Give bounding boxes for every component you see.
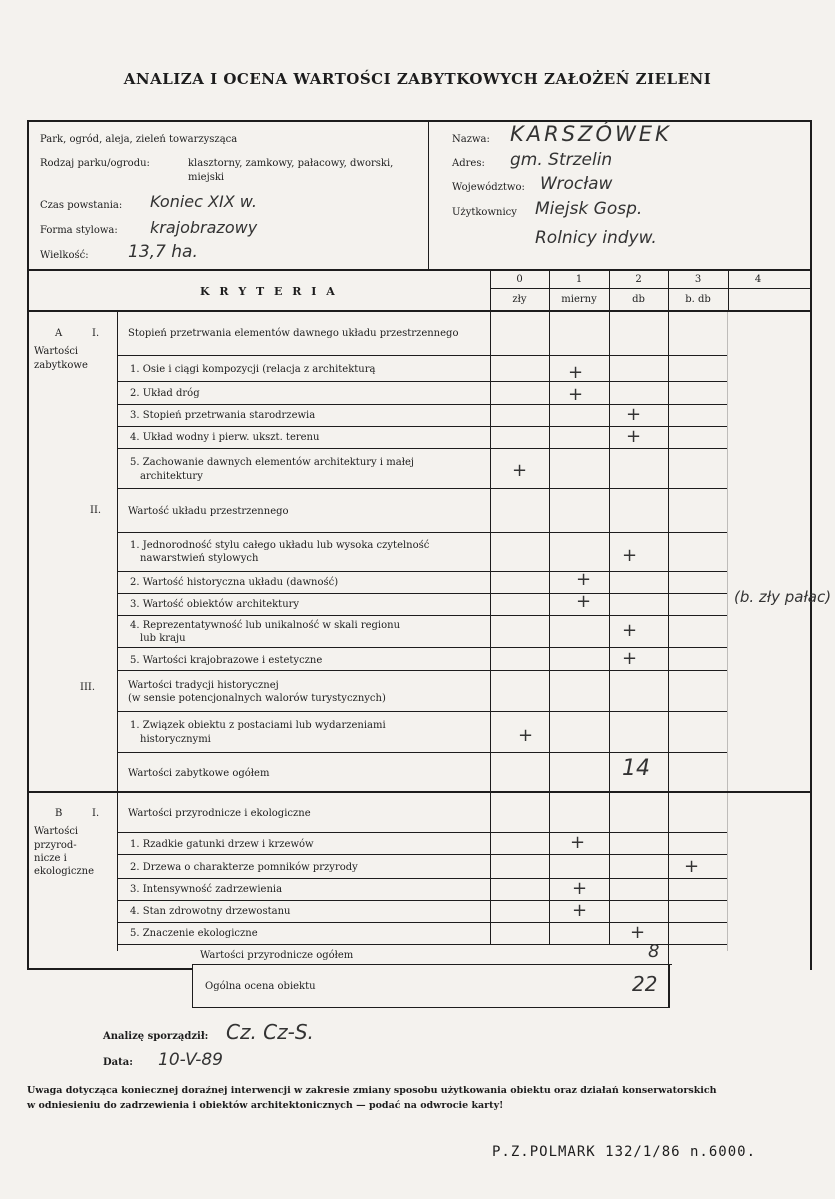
section-a2-roman: II. <box>90 505 102 516</box>
a1-row-2: 2. Układ dróg <box>130 388 200 399</box>
a3-title-2: (w sensie potencjonalnych walorów turystycznych) <box>128 693 386 704</box>
czas-label: Czas powstania: <box>40 200 123 211</box>
a3-row-1: 1. Związek obiektu z postaciami lub wydarzeniami <box>130 720 386 731</box>
a2-row-3: 3. Wartość obiektów architektury <box>130 599 300 610</box>
adres-value: gm. Strzelin <box>510 150 613 170</box>
b1-row-4: 4. Stan zdrowotny drzewostanu <box>130 906 291 917</box>
section-b-group-3: nicze i <box>34 853 67 864</box>
score-1: 1 <box>575 274 583 285</box>
footer-note-2: w odniesieniu do zadrzewienia i obiektów architektonicznych — podać na odwrocie karty! <box>27 1100 504 1111</box>
nazwa-label: Nazwa: <box>452 134 490 145</box>
a3-title-1: Wartości tradycji historycznej <box>128 680 279 691</box>
mark-a2-5: + <box>622 648 638 669</box>
a2-row-4b: lub kraju <box>140 633 186 644</box>
mark-b1-2: + <box>684 856 700 877</box>
czas-value: Koniec XIX w. <box>150 192 257 211</box>
rodzaj-label: Rodzaj parku/ogrodu: <box>40 158 150 169</box>
section-a-group-2: zabytkowe <box>34 360 88 371</box>
a2-row-2: 2. Wartość historyczna układu (dawność) <box>130 577 339 588</box>
mark-a2-4: + <box>622 620 638 641</box>
section-b-group-1: Wartości <box>34 826 79 837</box>
a1-title: Stopień przetrwania elementów dawnego układu przestrzennego <box>128 328 459 339</box>
mark-a2-3: + <box>576 591 592 612</box>
mark-b1-4: + <box>572 900 588 921</box>
print-stamp: P.Z.POLMARK 132/1/86 n.6000. <box>492 1144 757 1160</box>
b-total-label: Wartości przyrodnicze ogółem <box>200 950 354 961</box>
a1-row-4: 4. Układ wodny i pierw. ukszt. terenu <box>130 432 320 443</box>
score-label-3: b. db <box>685 294 711 305</box>
a3-row-1b: historycznymi <box>140 734 211 745</box>
footer-note-1: Uwaga dotycząca koniecznej doraźnej interwencji w zakresie zmiany sposobu użytkowania obiektu oraz działań konserwatorskich <box>27 1085 717 1096</box>
a-total-label: Wartości zabytkowe ogółem <box>128 768 270 779</box>
b1-title: Wartości przyrodnicze i ekologiczne <box>128 808 311 819</box>
score-0: 0 <box>516 274 523 285</box>
overall-value: 22 <box>632 972 658 996</box>
mark-b1-3: + <box>572 878 588 899</box>
criteria-header: K R Y T E R I A <box>200 285 338 298</box>
b-total-value: 8 <box>648 941 660 962</box>
a2-title: Wartość układu przestrzennego <box>128 506 289 517</box>
a2-row-1: 1. Jednorodność stylu całego układu lub wysoka czytelność <box>130 540 430 551</box>
mark-b1-1: + <box>570 832 586 853</box>
mark-a2-2: + <box>576 569 592 590</box>
mark-a2-1: + <box>622 545 638 566</box>
prepared-signature: Cz. Cz-S. <box>226 1020 314 1044</box>
b1-row-1: 1. Rzadkie gatunki drzew i krzewów <box>130 839 314 850</box>
mark-b1-5: + <box>630 922 646 943</box>
section-a-group-1: Wartości <box>34 346 79 357</box>
section-b-roman: I. <box>92 808 100 819</box>
a2-row-5: 5. Wartości krajobrazowe i estetyczne <box>130 655 323 666</box>
mark-a1-2: + <box>568 384 584 405</box>
a1-row-5b: architektury <box>140 471 203 482</box>
a-total-value: 14 <box>622 756 650 781</box>
a2-row-4: 4. Reprezentatywność lub unikalność w skali regionu <box>130 620 401 631</box>
rodzaj-options-line1: klasztorny, zamkowy, pałacowy, dworski, <box>188 158 394 169</box>
score-label-1: mierny <box>561 294 597 305</box>
section-a3-roman: III. <box>80 682 96 693</box>
prepared-label: Analizę sporządził: <box>103 1031 209 1042</box>
park-label: Park, ogród, aleja, zieleń towarzysząca <box>40 134 238 145</box>
wielkosc-value: 13,7 ha. <box>128 242 198 262</box>
score-4: 4 <box>754 274 762 285</box>
mark-a1-1: + <box>568 362 584 383</box>
adres-label: Adres: <box>452 158 485 169</box>
date-value: 10-V-89 <box>158 1050 223 1070</box>
wielkosc-label: Wielkość: <box>40 250 89 261</box>
wojewodztwo-label: Województwo: <box>452 182 525 193</box>
page-title: ANALIZA I OCENA WARTOŚCI ZABYTKOWYCH ZAŁOŻEŃ ZIELENI <box>123 70 712 88</box>
uzytkownicy-value-2: Rolnicy indyw. <box>535 228 657 248</box>
forma-value: krajobrazowy <box>150 218 258 237</box>
mark-a1-5: + <box>512 460 528 481</box>
score-3: 3 <box>694 274 702 285</box>
section-a-roman: I. <box>92 328 100 339</box>
b1-row-2: 2. Drzewa o charakterze pomników przyrody <box>130 862 358 873</box>
a1-row-3: 3. Stopień przetrwania starodrzewia <box>130 410 316 421</box>
side-note: (b. zły pałac) <box>734 588 832 606</box>
forma-label: Forma stylowa: <box>40 225 118 236</box>
section-b-group-2: przyrod- <box>34 840 77 851</box>
b1-row-5: 5. Znaczenie ekologiczne <box>130 928 258 939</box>
rodzaj-options-line2: miejski <box>188 172 225 183</box>
score-label-0: zły <box>512 294 527 305</box>
mark-a3-1: + <box>518 725 534 746</box>
section-a-letter: A <box>55 328 63 339</box>
a1-row-5: 5. Zachowanie dawnych elementów architektury i małej <box>130 457 414 468</box>
date-label: Data: <box>103 1057 133 1068</box>
a2-row-1b: nawarstwień stylowych <box>140 553 259 564</box>
section-b-letter: B <box>55 808 63 819</box>
uzytkownicy-label: Użytkownicy <box>452 207 517 218</box>
overall-label: Ogólna ocena obiektu <box>205 981 316 992</box>
score-2: 2 <box>635 274 642 285</box>
nazwa-value: KARSZÓWEK <box>510 122 672 146</box>
mark-a1-3: + <box>626 404 642 425</box>
b1-row-3: 3. Intensywność zadrzewienia <box>130 884 283 895</box>
section-b-group-4: ekologiczne <box>34 866 95 877</box>
score-label-2: db <box>632 294 645 305</box>
a1-row-1: 1. Osie i ciągi kompozycji (relacja z architekturą <box>130 364 376 375</box>
uzytkownicy-value-1: Miejsk Gosp. <box>535 199 643 219</box>
mark-a1-4: + <box>626 426 642 447</box>
wojewodztwo-value: Wrocław <box>540 174 613 194</box>
